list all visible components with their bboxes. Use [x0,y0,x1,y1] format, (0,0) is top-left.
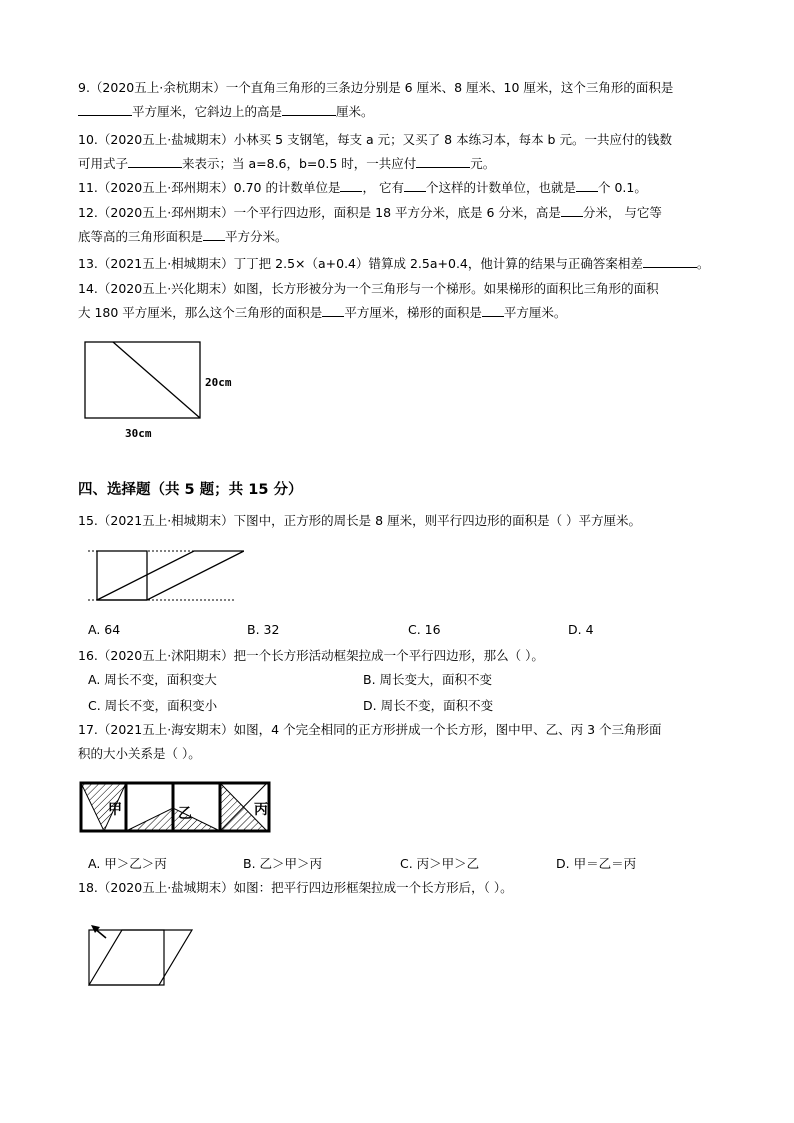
width-label: 30cm [125,427,152,440]
rectangle [85,342,200,418]
q9-text-c: 厘米。 [336,104,374,119]
q12-text-d: 平方分米。 [225,229,288,244]
answer-blank[interactable] [404,177,426,192]
q10-text-a: 10.（2020五上·盐城期末）小林买 5 支钢笔，每支 a 元；又买了 8 本练习本，每本 b 元。一共应付的钱数 [78,132,672,147]
q18-frame-figure [84,920,200,990]
question-12 [78,201,728,249]
q15-square-parallelogram-figure [84,544,244,606]
q17-option-d[interactable]: D. 甲＝乙＝丙 [556,856,637,871]
answer-blank[interactable] [643,253,697,268]
answer-blank[interactable] [416,153,470,168]
answer-blank[interactable] [282,101,336,116]
q12-text-c: 底等高的三角形面积是 [78,229,204,244]
question-13 [78,252,728,276]
question-10 [78,128,728,176]
q15-option-c[interactable]: C. 16 [408,622,441,637]
answer-blank[interactable] [340,177,362,192]
q15-option-d[interactable]: D. 4 [568,622,594,637]
q14-text-d: 平方厘米。 [503,305,567,320]
q14-text-a: 14.（2020五上·兴化期末）如图，长方形被分为一个三角形与一个梯形。如果梯形的面积比三角形的面积 [78,281,659,296]
rectangle [89,930,164,985]
q16-option-c[interactable]: C. 周长不变，面积变小 [88,698,218,713]
q15-option-a[interactable]: A. 64 [88,622,121,637]
q16-option-b[interactable]: B. 周长变大，面积不变 [363,672,493,687]
question-15 [78,509,728,533]
parallelogram [97,551,244,600]
q17-text-a: 17.（2021五上·海安期末）如图，4 个完全相同的正方形拼成一个长方形，图中甲、乙、丙 3 个三角形面 [78,722,662,737]
answer-blank[interactable] [203,226,225,241]
q11-text-a: 11.（2020五上·邳州期末）0.70 的计数单位是 [78,180,341,195]
q11-text-c: 个这样的计数单位，也就是 [425,180,576,195]
q16-option-d[interactable]: D. 周长不变，面积不变 [363,698,494,713]
answer-blank[interactable] [482,302,504,317]
answer-blank[interactable] [322,302,344,317]
answer-blank[interactable] [78,101,132,116]
q11-text-d: 个 0.1。 [597,180,647,195]
q10-text-c: 来表示；当 a=8.6，b=0.5 时，一共应付 [182,156,417,171]
q12-text-b: 分米， 与它等 [582,205,662,220]
q11-text-b: ， 它有 [362,180,404,195]
question-17 [78,718,728,766]
section-title: 四、选择题（共 5 题；共 15 分） [78,482,303,498]
answer-blank[interactable] [576,177,598,192]
q14-text-c: 平方厘米，梯形的面积是 [344,305,482,320]
q17-text-b: 积的大小关系是（ ）。 [78,746,201,761]
q17-four-squares-figure [76,778,274,836]
q17-option-a[interactable]: A. 甲＞乙＞丙 [88,856,167,871]
q14-rectangle-figure [80,336,255,446]
answer-blank[interactable] [128,153,182,168]
q10-text-b: 可用式子 [78,156,129,171]
answer-blank[interactable] [561,202,583,217]
diagonal-line [113,342,200,418]
q12-text-a: 12.（2020五上·邳州期末）一个平行四边形，面积是 18 平方分米，底是 6 分米，高是 [78,205,561,220]
q13-text-b: 。 [696,256,710,271]
q14-text-b: 大 180 平方厘米，那么这个三角形的面积是 [78,305,323,320]
height-label: 20cm [205,376,232,389]
q17-option-c[interactable]: C. 丙＞甲＞乙 [400,856,480,871]
label-yi: 乙 [178,806,192,822]
question-16 [78,644,728,668]
q9-text-a: 9.（2020五上·余杭期末）一个直角三角形的三条边分别是 6 厘米、8 厘米、10 厘米，这个三角形的面积是 [78,80,674,95]
q15-option-b[interactable]: B. 32 [247,622,280,637]
question-18 [78,876,728,900]
question-11 [78,176,728,200]
label-bing: 丙 [254,802,268,818]
q9-text-b: 平方厘米，它斜边上的高是 [132,104,283,119]
q17-option-b[interactable]: B. 乙＞甲＞丙 [243,856,323,871]
q16-option-a[interactable]: A. 周长不变，面积变大 [88,672,217,687]
q13-text-a: 13.（2021五上·相城期末）丁丁把 2.5×（a+0.4）错算成 2.5a+0.4，他计算的结果与正确答案相差 [78,256,643,271]
q16-text: 16.（2020五上·沭阳期末）把一个长方形活动框架拉成一个平行四边形，那么（ ）。 [78,648,544,663]
question-9 [78,76,728,124]
label-jia: 甲 [108,802,122,818]
square [97,551,147,600]
parallelogram [89,930,192,985]
q18-text: 18.（2020五上·盐城期末）如图：把平行四边形框架拉成一个长方形后，（ ）。 [78,880,513,895]
question-14 [78,277,728,325]
q10-text-d: 元。 [470,156,496,171]
q15-text: 15.（2021五上·相城期末）下图中，正方形的周长是 8 厘米，则平行四边形的面积是（ ）平方厘米。 [78,513,642,528]
